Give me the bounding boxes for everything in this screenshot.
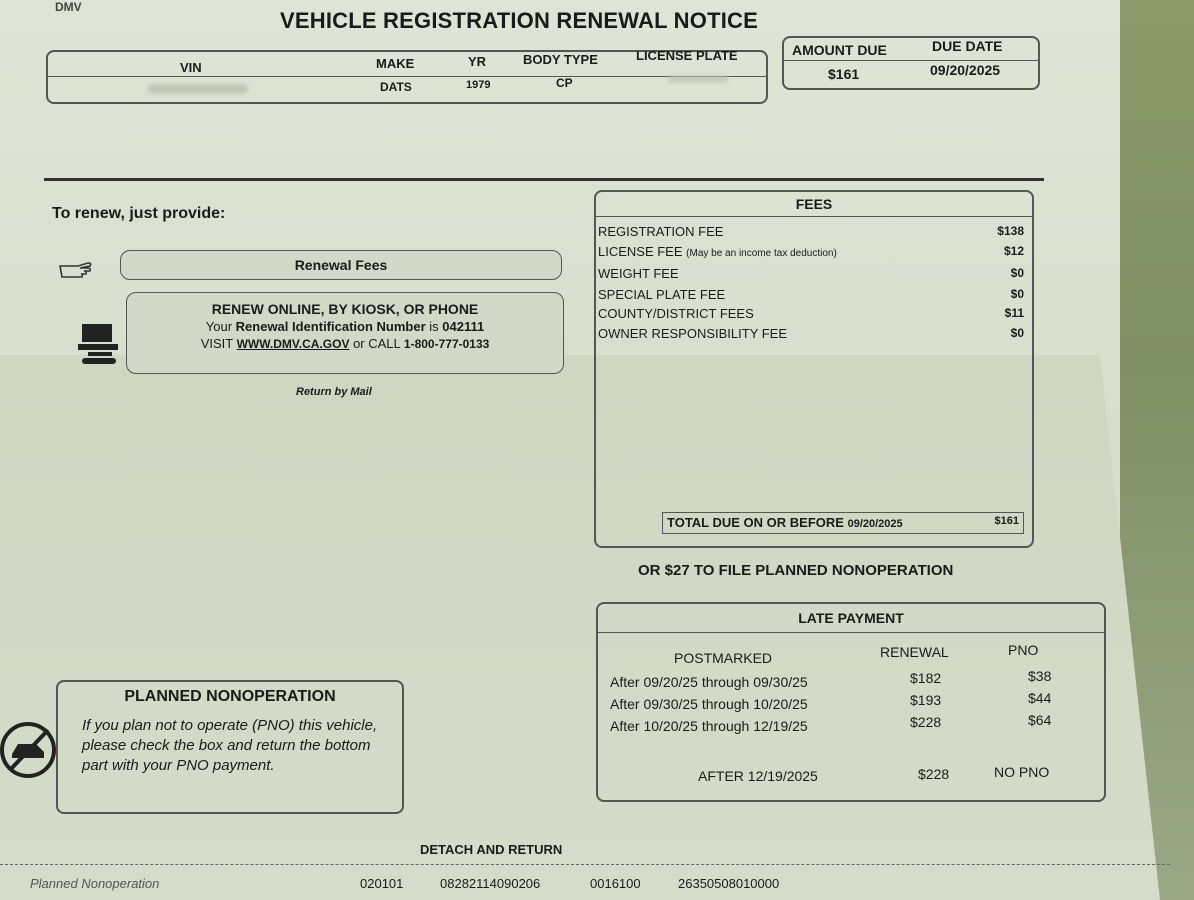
pno-header: PNO [1008, 642, 1039, 658]
license-plate-header: LICENSE PLATE [636, 48, 738, 63]
year-header: YR [468, 54, 487, 69]
make-header: MAKE [376, 56, 415, 71]
page-title: VEHICLE REGISTRATION RENEWAL NOTICE [280, 8, 758, 33]
fee-label: REGISTRATION FEE [598, 224, 724, 239]
renew-heading: To renew, just provide: [52, 205, 226, 222]
stub-code: 26350508010000 [678, 876, 780, 891]
pointing-hand-icon [58, 260, 94, 285]
vehicle-info-box [46, 50, 768, 104]
stub-code: 08282114090206 [440, 876, 541, 891]
fee-amount: $0 [1010, 326, 1024, 340]
computer-kiosk-icon [76, 322, 122, 373]
late-payment-box [596, 602, 1106, 802]
renew-online-pill [126, 292, 564, 374]
due-date-header: DUE DATE [932, 38, 1003, 54]
vin-header: VIN [180, 60, 202, 75]
visit-line [127, 336, 563, 351]
make-value: DATS [380, 80, 412, 94]
late-renewal-amount: $193 [910, 692, 942, 708]
stub-label: Planned Nonoperation [30, 876, 160, 891]
detach-and-return-label: DETACH AND RETURN [420, 842, 563, 857]
perforation-line [0, 864, 1170, 865]
due-date-value: 09/20/2025 [930, 62, 1001, 78]
late-pno-amount: $64 [1028, 712, 1052, 728]
late-final-period: AFTER 12/19/2025 [698, 768, 818, 784]
fee-row [598, 244, 1024, 259]
year-value: 1979 [466, 79, 491, 91]
website-link[interactable]: WWW.DMV.CA.GOV [236, 337, 350, 351]
planned-nonoperation-text: If you plan not to operate (PNO) this vehicle, please check the box and return the bottom part with your PNO payment. [82, 717, 378, 774]
rin-mid: is [425, 319, 443, 334]
body-type-value: CP [556, 76, 573, 90]
total-due-label-line [667, 515, 903, 530]
fee-row [598, 266, 1024, 281]
return-by-mail-label: Return by Mail [296, 386, 372, 398]
dmv-logo: DMV [55, 0, 82, 14]
renewal-fees-label: Renewal Fees [294, 257, 388, 273]
total-due-date: 09/20/2025 [847, 518, 903, 530]
planned-nonoperation-heading: PLANNED NONOPERATION [124, 688, 336, 705]
late-final-renewal: $228 [918, 766, 950, 782]
fee-label: WEIGHT FEE [598, 266, 679, 281]
visit-prefix: VISIT [200, 336, 237, 351]
fees-box [594, 190, 1034, 548]
pno-offer-text: OR $27 TO FILE PLANNED NONOPERATION [638, 562, 954, 579]
rin-prefix: Your [205, 319, 236, 334]
late-payment-divider [598, 632, 1104, 633]
fee-amount: $138 [997, 224, 1024, 238]
rin-value: 042111 [442, 319, 485, 334]
rin-line [127, 319, 563, 334]
fee-label: OWNER RESPONSIBILITY FEE [598, 326, 788, 341]
fee-label: LICENSE FEE [598, 244, 683, 259]
fee-amount: $11 [1004, 306, 1024, 320]
vehicle-box-divider [48, 76, 766, 77]
fee-note: (May be an income tax deduction) [686, 248, 837, 259]
total-due-row [662, 512, 1024, 534]
stub-code: 0016100 [590, 876, 641, 891]
phone-number[interactable]: 1-800-777-0133 [403, 337, 490, 351]
late-payment-heading: LATE PAYMENT [798, 610, 904, 626]
late-final-pno: NO PNO [994, 764, 1050, 780]
fees-heading: FEES [795, 196, 833, 212]
late-renewal-amount: $228 [910, 714, 942, 730]
total-due-amount: $161 [994, 515, 1019, 527]
late-pno-amount: $44 [1028, 690, 1052, 706]
rin-label: Renewal Identification Number [235, 319, 426, 334]
fee-amount: $12 [1003, 244, 1024, 258]
fee-row [598, 306, 1024, 321]
late-period: After 10/20/25 through 12/19/25 [610, 718, 808, 734]
postmarked-header: POSTMARKED [674, 650, 773, 666]
renewal-fees-pill [120, 250, 562, 280]
fee-row [598, 326, 1024, 341]
fee-row [598, 287, 1024, 302]
body-type-header: BODY TYPE [523, 52, 598, 67]
amount-due-box [782, 36, 1040, 90]
late-period: After 09/30/25 through 10/20/25 [610, 696, 808, 712]
license-plate-redacted [668, 76, 728, 82]
stub-code: 020101 [360, 876, 404, 891]
vin-redacted [148, 84, 248, 94]
fee-label: SPECIAL PLATE FEE [598, 287, 726, 302]
fee-amount: $0 [1010, 266, 1024, 280]
planned-nonoperation-box [56, 680, 404, 814]
fees-divider [596, 216, 1032, 217]
amount-due-header: AMOUNT DUE [792, 42, 887, 58]
renewal-header: RENEWAL [880, 644, 949, 660]
amount-due-value: $161 [828, 66, 860, 82]
renew-online-heading: RENEW ONLINE, BY KIOSK, OR PHONE [211, 301, 479, 317]
late-period: After 09/20/25 through 09/30/25 [610, 674, 808, 690]
no-car-icon [0, 720, 60, 785]
call-text: or CALL [349, 336, 404, 351]
late-pno-amount: $38 [1028, 668, 1052, 684]
section-rule [44, 178, 1044, 181]
fee-row [598, 224, 1024, 239]
late-renewal-amount: $182 [910, 670, 942, 686]
total-due-label: TOTAL DUE ON OR BEFORE [667, 515, 844, 530]
fee-amount: $0 [1010, 287, 1024, 301]
due-box-divider [784, 60, 1038, 61]
fee-label: COUNTY/DISTRICT FEES [598, 306, 754, 321]
